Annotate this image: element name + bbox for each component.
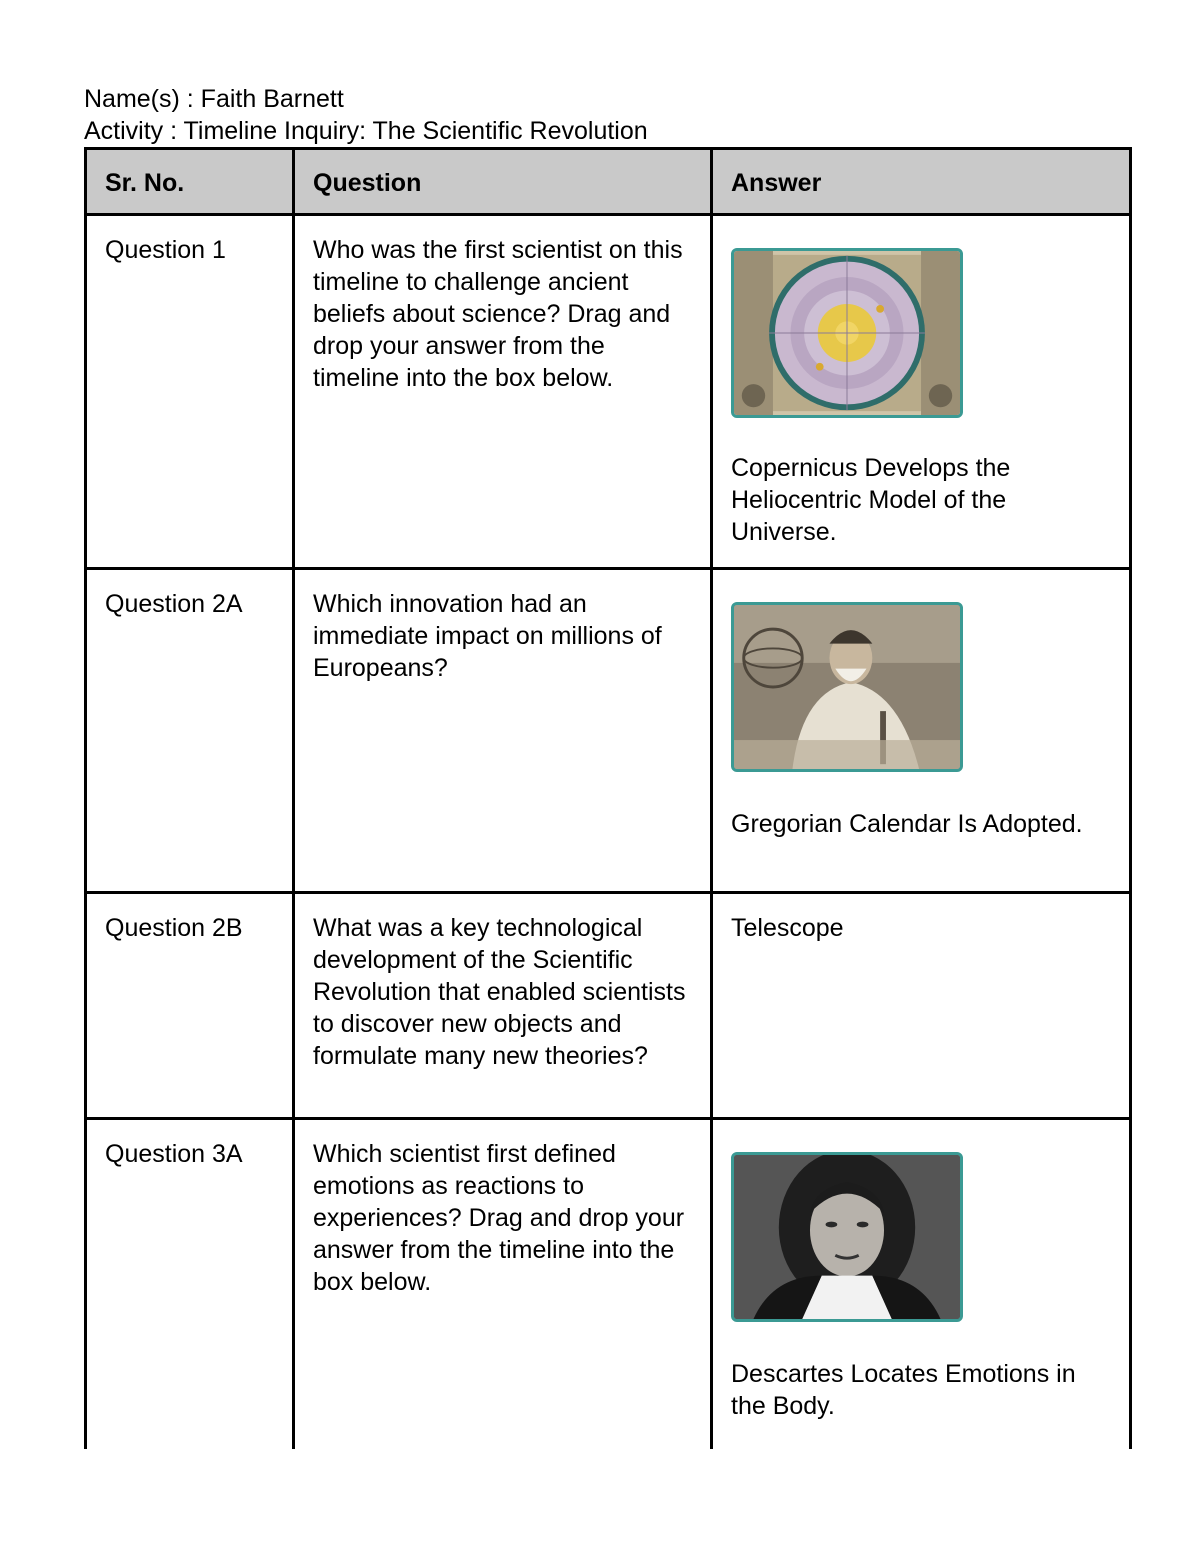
- column-header-answer: Answer: [712, 149, 1131, 215]
- question-cell: What was a key technological development of the Scientific Revolution that enabled scientists to discover new objects and formulate many new theories?: [294, 893, 712, 1119]
- descartes-portrait-image[interactable]: [731, 1152, 963, 1322]
- question-cell: Which scientist first defined emotions as reactions to experiences? Drag and drop your answer from the timeline into the box below.: [294, 1119, 712, 1449]
- answer-text: Telescope: [731, 914, 844, 942]
- sr-cell: Question 3A: [86, 1119, 294, 1449]
- worksheet-table: [84, 147, 1132, 1449]
- table-row: [86, 1119, 1131, 1449]
- answer-text: Descartes Locates Emotions in the Body.: [731, 1360, 1076, 1420]
- answer-text: Copernicus Develops the Heliocentric Model of the Universe.: [731, 454, 1011, 546]
- answer-cell[interactable]: [712, 215, 1131, 569]
- clergyman-engraving-image[interactable]: [731, 602, 963, 772]
- sr-cell: Question 2A: [86, 569, 294, 893]
- column-header-sr-no: Sr. No.: [86, 149, 294, 215]
- answer-text: Gregorian Calendar Is Adopted.: [731, 810, 1083, 838]
- sr-cell: Question 2B: [86, 893, 294, 1119]
- table-header-row: [86, 149, 1131, 215]
- table-row: [86, 569, 1131, 893]
- heliocentric-chart-image[interactable]: [731, 248, 963, 418]
- answer-cell[interactable]: [712, 569, 1131, 893]
- answer-cell[interactable]: [712, 893, 1131, 1119]
- table-row: [86, 215, 1131, 569]
- name-line: Name(s) : Faith Barnett: [84, 85, 344, 113]
- activity-line: Activity : Timeline Inquiry: The Scientific Revolution: [84, 117, 648, 145]
- table-row: [86, 893, 1131, 1119]
- column-header-question: Question: [294, 149, 712, 215]
- question-cell: Who was the first scientist on this timeline to challenge ancient beliefs about science? Drag and drop your answer from the timeline into the box below.: [294, 215, 712, 569]
- sr-cell: Question 1: [86, 215, 294, 569]
- answer-cell[interactable]: [712, 1119, 1131, 1449]
- question-cell: Which innovation had an immediate impact on millions of Europeans?: [294, 569, 712, 893]
